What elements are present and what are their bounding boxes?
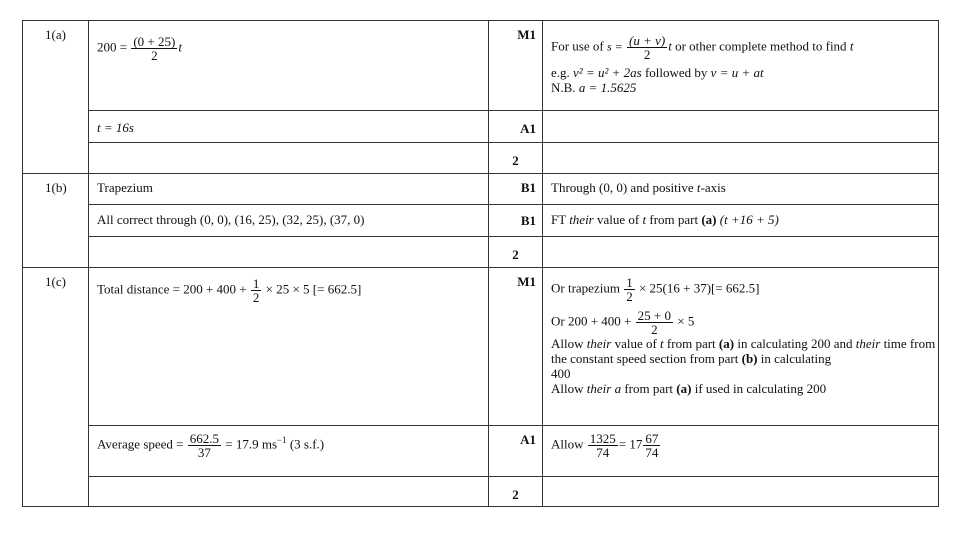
answer-1b-shape: Trapezium — [89, 174, 489, 205]
fraction: $\frac{1325}{74}$ — [589, 431, 616, 460]
fraction: $\frac{25 + 0}{2}$ — [637, 308, 671, 337]
row-1a-answer — [23, 111, 939, 143]
answer-1c-distance: Total distance = 200 + 400 + $\frac{1}{2}$ × 25 × 5 [= 662.5] — [89, 268, 489, 426]
row-1a-method — [23, 21, 939, 111]
row-1a-total — [23, 143, 939, 174]
mark-1b-b2: B1 — [489, 205, 543, 237]
answer-1a-method: 200 = $\frac{(0 + 25)}{2}$ t — [89, 21, 489, 111]
question-number-1b: 1(b) — [23, 174, 89, 268]
guidance-1a-method: For use of s = $\frac{(u + v)}{2}$ t or other complete method to find t e.g. v² = u² + 2as followed by v = u + at N.B. a = 1.5625 — [543, 21, 939, 111]
fraction: $\frac{(0 + 25)}{2}$ — [133, 34, 176, 63]
total-1a: 2 — [489, 143, 543, 174]
row-1c-total — [23, 477, 939, 507]
row-1c-a1 — [23, 426, 939, 477]
answer-1c-speed: Average speed = $\frac{662.5}{37}$ = 17.9 $ms^{-1}$ (3 s.f.) — [89, 426, 489, 477]
fraction: $\frac{(u + v)}{2}$ — [629, 33, 666, 62]
mark-1a-a1: A1 — [489, 111, 543, 143]
row-1c-m1 — [23, 268, 939, 426]
row-1b-b2 — [23, 205, 939, 237]
fraction: $\frac{1}{2}$ — [626, 275, 633, 304]
total-1c: 2 — [489, 477, 543, 507]
question-number-1a: 1(a) — [23, 21, 89, 174]
answer-1a-t: t = 16s — [89, 111, 489, 143]
mark-1a-m1: M1 — [489, 21, 543, 111]
row-1b-total — [23, 237, 939, 268]
guidance-1b-b2: FT their value of t from part (a) (t +16 + 5) — [543, 205, 939, 237]
guidance-1b-b1: Through (0, 0) and positive t-axis — [543, 174, 939, 205]
question-number-1c: 1(c) — [23, 268, 89, 507]
mark-1c-a1: A1 — [489, 426, 543, 477]
mark-1c-m1: M1 — [489, 268, 543, 426]
answer-1b-points: All correct through (0, 0), (16, 25), (32, 25), (37, 0) — [89, 205, 489, 237]
guidance-1c-a1: Allow $\frac{1325}{74}$ = 17 $\frac{67}{74}$ — [543, 426, 939, 477]
fraction: $\frac{662.5}{37}$ — [189, 431, 219, 460]
fraction: $\frac{1}{2}$ — [252, 276, 260, 305]
guidance-1c-m1: Or trapezium $\frac{1}{2}$ × 25(16 + 37)[= 662.5] Or 200 + 400 + $\frac{25 + 0}{2}$ × 5 Allow their value of t from part (a) in calculating 200 and their time from the constant speed section from part (b) in calculating 400 Allow their a from part (a) if used in calculating 200 — [543, 268, 939, 426]
fraction: $\frac{67}{74}$ — [645, 431, 659, 460]
total-1b: 2 — [489, 237, 543, 268]
mark-1b-b1: B1 — [489, 174, 543, 205]
row-1b-b1 — [23, 174, 939, 205]
mark-scheme-table — [22, 20, 939, 507]
